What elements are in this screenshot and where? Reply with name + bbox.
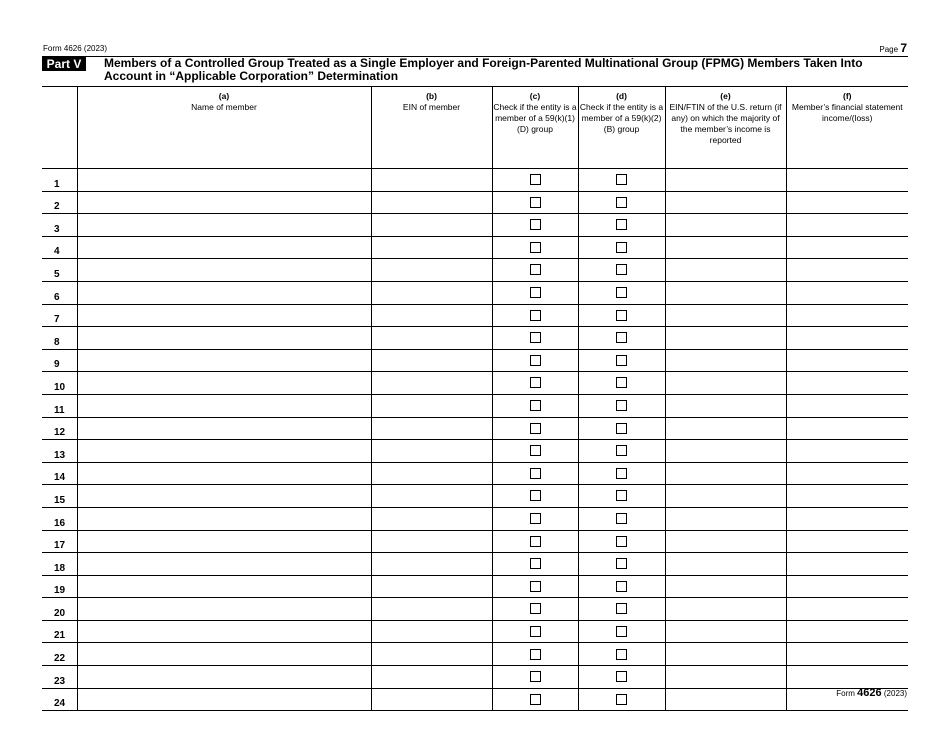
ein-ftin-return-field[interactable]	[665, 349, 786, 372]
name-of-member-field[interactable]	[77, 530, 371, 553]
col-c-checkbox-cell	[492, 575, 578, 598]
ein-of-member-field[interactable]	[371, 417, 492, 440]
name-of-member-field[interactable]	[77, 507, 371, 530]
financial-statement-income-field[interactable]	[786, 530, 908, 553]
ein-of-member-field[interactable]	[371, 236, 492, 259]
financial-statement-income-field[interactable]	[786, 349, 908, 372]
col-d-checkbox-cell	[578, 666, 665, 689]
col-c-checkbox-cell	[492, 485, 578, 508]
line-number: 21	[42, 620, 77, 643]
col-d-checkbox-cell	[578, 507, 665, 530]
financial-statement-income-field[interactable]	[786, 485, 908, 508]
line-number: 14	[42, 462, 77, 485]
col-d-checkbox[interactable]	[616, 490, 627, 501]
line-number: 17	[42, 530, 77, 553]
col-d-checkbox-cell	[578, 327, 665, 350]
table-row	[42, 530, 908, 553]
col-c-checkbox[interactable]	[530, 626, 541, 637]
col-letter: (a)	[218, 91, 230, 101]
ein-of-member-field[interactable]	[371, 372, 492, 395]
ein-ftin-return-field[interactable]	[665, 394, 786, 417]
name-of-member-field[interactable]	[77, 666, 371, 689]
col-c-checkbox-cell	[492, 417, 578, 440]
line-number: 13	[42, 440, 77, 463]
col-c-checkbox-cell	[492, 462, 578, 485]
ein-of-member-field[interactable]	[371, 507, 492, 530]
ein-of-member-field[interactable]	[371, 620, 492, 643]
table-row	[42, 394, 908, 417]
members-table	[42, 86, 908, 711]
col-d-checkbox-cell	[578, 485, 665, 508]
col-c-checkbox-cell	[492, 688, 578, 711]
col-c-checkbox-cell	[492, 214, 578, 237]
page-word: Page	[879, 45, 899, 54]
col-c-checkbox-cell	[492, 440, 578, 463]
line-number: 20	[42, 598, 77, 621]
financial-statement-income-field[interactable]	[786, 191, 908, 214]
table-row	[42, 304, 908, 327]
name-of-member-field[interactable]	[77, 191, 371, 214]
col-letter: (c)	[529, 91, 541, 101]
ein-ftin-return-field[interactable]	[665, 327, 786, 350]
ein-ftin-return-field[interactable]	[665, 462, 786, 485]
ein-of-member-field[interactable]	[371, 281, 492, 304]
line-number: 22	[42, 643, 77, 666]
table-row	[42, 553, 908, 576]
col-c-checkbox[interactable]	[530, 310, 541, 321]
col-c-checkbox-cell	[492, 327, 578, 350]
col-d-checkbox-cell	[578, 462, 665, 485]
col-c-checkbox[interactable]	[530, 264, 541, 275]
col-d-checkbox[interactable]	[616, 287, 627, 298]
ein-ftin-return-field[interactable]	[665, 507, 786, 530]
col-c-checkbox[interactable]	[530, 558, 541, 569]
col-d-checkbox[interactable]	[616, 626, 627, 637]
name-of-member-field[interactable]	[77, 169, 371, 192]
col-c-checkbox-cell	[492, 666, 578, 689]
table-row	[42, 666, 908, 689]
col-c-checkbox-cell	[492, 643, 578, 666]
col-d-checkbox[interactable]	[616, 671, 627, 682]
col-d-checkbox-cell	[578, 394, 665, 417]
col-d-checkbox[interactable]	[616, 558, 627, 569]
col-d-checkbox[interactable]	[616, 536, 627, 547]
footer-form-number: 4626	[857, 687, 882, 699]
name-of-member-field[interactable]	[77, 485, 371, 508]
line-number: 16	[42, 507, 77, 530]
ein-of-member-field[interactable]	[371, 214, 492, 237]
ein-of-member-field[interactable]	[371, 440, 492, 463]
col-c-checkbox[interactable]	[530, 490, 541, 501]
col-c-checkbox-cell	[492, 304, 578, 327]
col-text: Member’s financial statement income/(loss)	[791, 102, 903, 123]
financial-statement-income-field[interactable]	[786, 236, 908, 259]
name-of-member-field[interactable]	[77, 236, 371, 259]
header-col-e	[665, 87, 786, 169]
col-c-checkbox[interactable]	[530, 536, 541, 547]
page-number: 7	[900, 41, 907, 55]
name-of-member-field[interactable]	[77, 281, 371, 304]
ein-of-member-field[interactable]	[371, 643, 492, 666]
table-row	[42, 462, 908, 485]
financial-statement-income-field[interactable]	[786, 394, 908, 417]
table-header-row	[42, 87, 908, 169]
ein-ftin-return-field[interactable]	[665, 214, 786, 237]
name-of-member-field[interactable]	[77, 575, 371, 598]
col-c-checkbox[interactable]	[530, 603, 541, 614]
col-d-checkbox-cell	[578, 169, 665, 192]
col-d-checkbox[interactable]	[616, 264, 627, 275]
ein-ftin-return-field[interactable]	[665, 169, 786, 192]
name-of-member-field[interactable]	[77, 688, 371, 711]
table-row	[42, 620, 908, 643]
line-number: 23	[42, 666, 77, 689]
ein-ftin-return-field[interactable]	[665, 372, 786, 395]
ein-ftin-return-field[interactable]	[665, 598, 786, 621]
col-c-checkbox-cell	[492, 281, 578, 304]
ein-of-member-field[interactable]	[371, 169, 492, 192]
ein-ftin-return-field[interactable]	[665, 620, 786, 643]
line-number: 8	[42, 327, 77, 350]
ein-of-member-field[interactable]	[371, 349, 492, 372]
form-id-header: Form 4626 (2023)	[43, 44, 108, 53]
col-d-checkbox[interactable]	[616, 355, 627, 366]
col-d-checkbox-cell	[578, 214, 665, 237]
ein-of-member-field[interactable]	[371, 575, 492, 598]
col-d-checkbox[interactable]	[616, 332, 627, 343]
col-c-checkbox-cell	[492, 530, 578, 553]
financial-statement-income-field[interactable]	[786, 169, 908, 192]
ein-of-member-field[interactable]	[371, 666, 492, 689]
footer-year: (2023)	[883, 689, 907, 698]
col-c-checkbox-cell	[492, 169, 578, 192]
line-number: 18	[42, 553, 77, 576]
financial-statement-income-field[interactable]	[786, 575, 908, 598]
col-d-checkbox[interactable]	[616, 400, 627, 411]
col-c-checkbox-cell	[492, 620, 578, 643]
financial-statement-income-field[interactable]	[786, 259, 908, 282]
ein-ftin-return-field[interactable]	[665, 281, 786, 304]
ein-ftin-return-field[interactable]	[665, 666, 786, 689]
ein-ftin-return-field[interactable]	[665, 485, 786, 508]
table-row	[42, 327, 908, 350]
line-number: 12	[42, 417, 77, 440]
name-of-member-field[interactable]	[77, 462, 371, 485]
col-c-checkbox[interactable]	[530, 468, 541, 479]
financial-statement-income-field[interactable]	[786, 304, 908, 327]
ein-of-member-field[interactable]	[371, 259, 492, 282]
ein-ftin-return-field[interactable]	[665, 417, 786, 440]
ein-ftin-return-field[interactable]	[665, 530, 786, 553]
col-c-checkbox[interactable]	[530, 355, 541, 366]
col-d-checkbox[interactable]	[616, 468, 627, 479]
name-of-member-field[interactable]	[77, 349, 371, 372]
col-d-checkbox[interactable]	[616, 445, 627, 456]
ein-of-member-field[interactable]	[371, 530, 492, 553]
col-c-checkbox[interactable]	[530, 694, 541, 705]
ein-of-member-field[interactable]	[371, 553, 492, 576]
table-row	[42, 598, 908, 621]
col-c-checkbox[interactable]	[530, 332, 541, 343]
ein-ftin-return-field[interactable]	[665, 643, 786, 666]
name-of-member-field[interactable]	[77, 214, 371, 237]
table-row	[42, 349, 908, 372]
part-title: Members of a Controlled Group Treated as a Single Employer and Foreign-Parented Multinational Group (FPMG) Members Taken Into Account in “Applicable Corporation” Determination	[104, 56, 863, 83]
col-c-checkbox-cell	[492, 259, 578, 282]
col-text: EIN of member	[402, 102, 461, 112]
col-d-checkbox-cell	[578, 417, 665, 440]
ein-ftin-return-field[interactable]	[665, 191, 786, 214]
financial-statement-income-field[interactable]	[786, 372, 908, 395]
page-number-header	[879, 41, 907, 55]
col-d-checkbox-cell	[578, 304, 665, 327]
financial-statement-income-field[interactable]	[786, 598, 908, 621]
header-col-c	[492, 87, 578, 169]
table-row	[42, 281, 908, 304]
line-number: 11	[42, 394, 77, 417]
col-text: Name of member	[191, 102, 257, 112]
line-number: 4	[42, 236, 77, 259]
col-d-checkbox[interactable]	[616, 310, 627, 321]
col-d-checkbox-cell	[578, 259, 665, 282]
col-d-checkbox[interactable]	[616, 219, 627, 230]
ein-ftin-return-field[interactable]	[665, 259, 786, 282]
table-row	[42, 259, 908, 282]
col-c-checkbox[interactable]	[530, 445, 541, 456]
col-d-checkbox[interactable]	[616, 197, 627, 208]
name-of-member-field[interactable]	[77, 643, 371, 666]
line-number: 15	[42, 485, 77, 508]
line-number: 1	[42, 169, 77, 192]
ein-ftin-return-field[interactable]	[665, 304, 786, 327]
col-d-checkbox-cell	[578, 553, 665, 576]
col-d-checkbox[interactable]	[616, 581, 627, 592]
col-d-checkbox[interactable]	[616, 513, 627, 524]
table-row	[42, 214, 908, 237]
col-c-checkbox[interactable]	[530, 649, 541, 660]
col-letter: (f)	[843, 91, 852, 101]
col-c-checkbox-cell	[492, 598, 578, 621]
col-c-checkbox[interactable]	[530, 242, 541, 253]
col-d-checkbox-cell	[578, 440, 665, 463]
col-d-checkbox[interactable]	[616, 174, 627, 185]
header-col-a	[77, 87, 371, 169]
col-c-checkbox-cell	[492, 372, 578, 395]
col-c-checkbox[interactable]	[530, 377, 541, 388]
col-d-checkbox-cell	[578, 191, 665, 214]
line-number: 7	[42, 304, 77, 327]
col-c-checkbox[interactable]	[530, 287, 541, 298]
header-col-d	[578, 87, 665, 169]
footer-form-word: Form	[836, 689, 855, 698]
ein-ftin-return-field[interactable]	[665, 440, 786, 463]
financial-statement-income-field[interactable]	[786, 666, 908, 689]
table-row	[42, 507, 908, 530]
ein-of-member-field[interactable]	[371, 598, 492, 621]
financial-statement-income-field[interactable]	[786, 620, 908, 643]
col-d-checkbox[interactable]	[616, 377, 627, 388]
table-row	[42, 169, 908, 192]
col-c-checkbox-cell	[492, 394, 578, 417]
col-d-checkbox[interactable]	[616, 423, 627, 434]
financial-statement-income-field[interactable]	[786, 327, 908, 350]
col-c-checkbox[interactable]	[530, 174, 541, 185]
col-d-checkbox-cell	[578, 575, 665, 598]
ein-ftin-return-field[interactable]	[665, 688, 786, 711]
table-row	[42, 485, 908, 508]
financial-statement-income-field[interactable]	[786, 553, 908, 576]
name-of-member-field[interactable]	[77, 440, 371, 463]
table-row	[42, 236, 908, 259]
ein-ftin-return-field[interactable]	[665, 236, 786, 259]
financial-statement-income-field[interactable]	[786, 440, 908, 463]
col-c-checkbox[interactable]	[530, 423, 541, 434]
col-letter: (b)	[426, 91, 437, 101]
col-d-checkbox-cell	[578, 530, 665, 553]
col-d-checkbox-cell	[578, 372, 665, 395]
col-c-checkbox[interactable]	[530, 513, 541, 524]
col-d-checkbox-cell	[578, 281, 665, 304]
col-d-checkbox-cell	[578, 236, 665, 259]
ein-of-member-field[interactable]	[371, 394, 492, 417]
col-c-checkbox[interactable]	[530, 197, 541, 208]
col-text: Check if the entity is a member of a 59(k)(2)(B) group	[579, 102, 664, 134]
table-row	[42, 440, 908, 463]
line-number: 5	[42, 259, 77, 282]
col-c-checkbox[interactable]	[530, 581, 541, 592]
col-d-checkbox-cell	[578, 349, 665, 372]
table-row	[42, 191, 908, 214]
financial-statement-income-field[interactable]	[786, 462, 908, 485]
name-of-member-field[interactable]	[77, 553, 371, 576]
ein-of-member-field[interactable]	[371, 485, 492, 508]
col-c-checkbox-cell	[492, 191, 578, 214]
ein-of-member-field[interactable]	[371, 304, 492, 327]
line-number: 6	[42, 281, 77, 304]
col-c-checkbox[interactable]	[530, 671, 541, 682]
financial-statement-income-field[interactable]	[786, 281, 908, 304]
financial-statement-income-field[interactable]	[786, 507, 908, 530]
col-d-checkbox[interactable]	[616, 694, 627, 705]
ein-ftin-return-field[interactable]	[665, 553, 786, 576]
ein-of-member-field[interactable]	[371, 688, 492, 711]
name-of-member-field[interactable]	[77, 394, 371, 417]
col-c-checkbox-cell	[492, 507, 578, 530]
line-number: 19	[42, 575, 77, 598]
ein-of-member-field[interactable]	[371, 327, 492, 350]
name-of-member-field[interactable]	[77, 259, 371, 282]
table-row	[42, 417, 908, 440]
header-line-number	[42, 87, 77, 169]
ein-ftin-return-field[interactable]	[665, 575, 786, 598]
col-letter: (e)	[720, 91, 731, 101]
line-number: 2	[42, 191, 77, 214]
name-of-member-field[interactable]	[77, 417, 371, 440]
name-of-member-field[interactable]	[77, 598, 371, 621]
header-col-f	[786, 87, 908, 169]
col-c-checkbox[interactable]	[530, 219, 541, 230]
financial-statement-income-field[interactable]	[786, 214, 908, 237]
table-row	[42, 575, 908, 598]
line-number: 9	[42, 349, 77, 372]
financial-statement-income-field[interactable]	[786, 643, 908, 666]
line-number: 24	[42, 688, 77, 711]
col-c-checkbox-cell	[492, 236, 578, 259]
name-of-member-field[interactable]	[77, 372, 371, 395]
ein-of-member-field[interactable]	[371, 191, 492, 214]
line-number: 3	[42, 214, 77, 237]
name-of-member-field[interactable]	[77, 620, 371, 643]
header-col-b	[371, 87, 492, 169]
financial-statement-income-field[interactable]	[786, 417, 908, 440]
col-d-checkbox-cell	[578, 620, 665, 643]
table-row	[42, 688, 908, 711]
line-number: 10	[42, 372, 77, 395]
table-row	[42, 643, 908, 666]
col-c-checkbox-cell	[492, 553, 578, 576]
ein-of-member-field[interactable]	[371, 462, 492, 485]
col-c-checkbox-cell	[492, 349, 578, 372]
col-text: EIN/FTIN of the U.S. return (if any) on which the majority of the member’s income is reported	[669, 102, 782, 145]
col-d-checkbox[interactable]	[616, 242, 627, 253]
col-d-checkbox-cell	[578, 598, 665, 621]
col-text: Check if the entity is a member of a 59(k)(1)(D) group	[493, 102, 577, 134]
col-letter: (d)	[616, 91, 627, 101]
col-d-checkbox-cell	[578, 643, 665, 666]
table-row	[42, 372, 908, 395]
part-badge: Part V	[42, 57, 86, 71]
col-d-checkbox[interactable]	[616, 649, 627, 660]
form-footer	[836, 687, 907, 699]
name-of-member-field[interactable]	[77, 327, 371, 350]
name-of-member-field[interactable]	[77, 304, 371, 327]
col-c-checkbox[interactable]	[530, 400, 541, 411]
col-d-checkbox[interactable]	[616, 603, 627, 614]
col-d-checkbox-cell	[578, 688, 665, 711]
